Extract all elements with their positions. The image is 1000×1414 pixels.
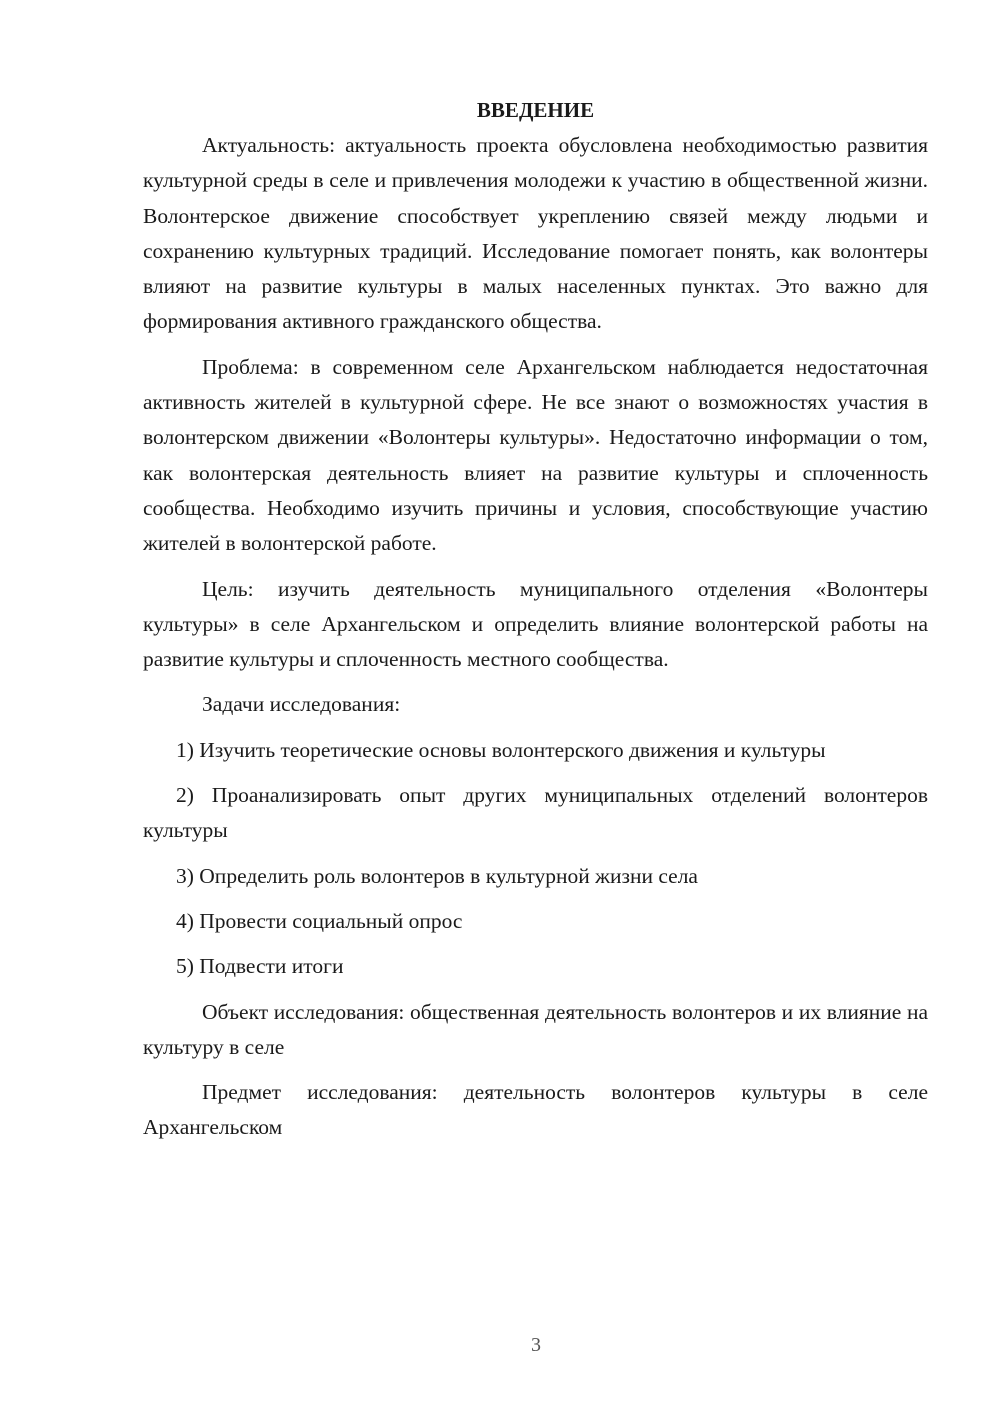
- task-item: 1) Изучить теоретические основы волонтерского движения и культуры: [176, 737, 826, 762]
- task-item: 4) Провести социальный опрос: [176, 908, 463, 933]
- page-title: ВВЕДЕНИЕ: [476, 98, 595, 122]
- goal-paragraph: Цель: изучить деятельность муниципального отделения «Волонтеры культуры» в селе Архангельском и определить влияние волонтерской работы на развитие культуры и сплоченность местного сообщества.: [143, 576, 928, 672]
- object-paragraph: Объект исследования: общественная деятельность волонтеров и их влияние на культуру в селе: [143, 999, 928, 1059]
- page-number: 3: [531, 1334, 541, 1356]
- document-page: [143, 92, 928, 1146]
- task-item: 2) Проанализировать опыт других муниципальных отделений волонтеров культуры: [143, 783, 928, 843]
- subject-paragraph: Предмет исследования: деятельность волонтеров культуры в селе Архангельском: [143, 1080, 928, 1140]
- problem-paragraph: Проблема: в современном селе Архангельском наблюдается недостаточная активность жителей в культурной сфере. Не все знают о возможностях участия в волонтерском движении «Волонтеры культуры». Недостаточно информации о том, как волонтерская деятельность влияет на развитие культуры и сплоченность сообщества. Необходимо изучить причины и условия, способствующие участию жителей в волонтерской работе.: [143, 354, 928, 556]
- task-item: 3) Определить роль волонтеров в культурной жизни села: [176, 863, 698, 888]
- relevance-paragraph: Актуальность: актуальность проекта обусловлена необходимостью развития культурной среды в селе и привлечения молодежи к участию в общественной жизни. Волонтерское движение способствует укреплению связей между людьми и сохранению культурных традиций. Исследование помогает понять, как волонтеры влияют на развитие культуры в малых населенных пунктах. Это важно для формирования активного гражданского общества.: [143, 133, 928, 334]
- tasks-title: Задачи исследования:: [202, 692, 401, 717]
- task-item: 5) Подвести итоги: [176, 954, 344, 979]
